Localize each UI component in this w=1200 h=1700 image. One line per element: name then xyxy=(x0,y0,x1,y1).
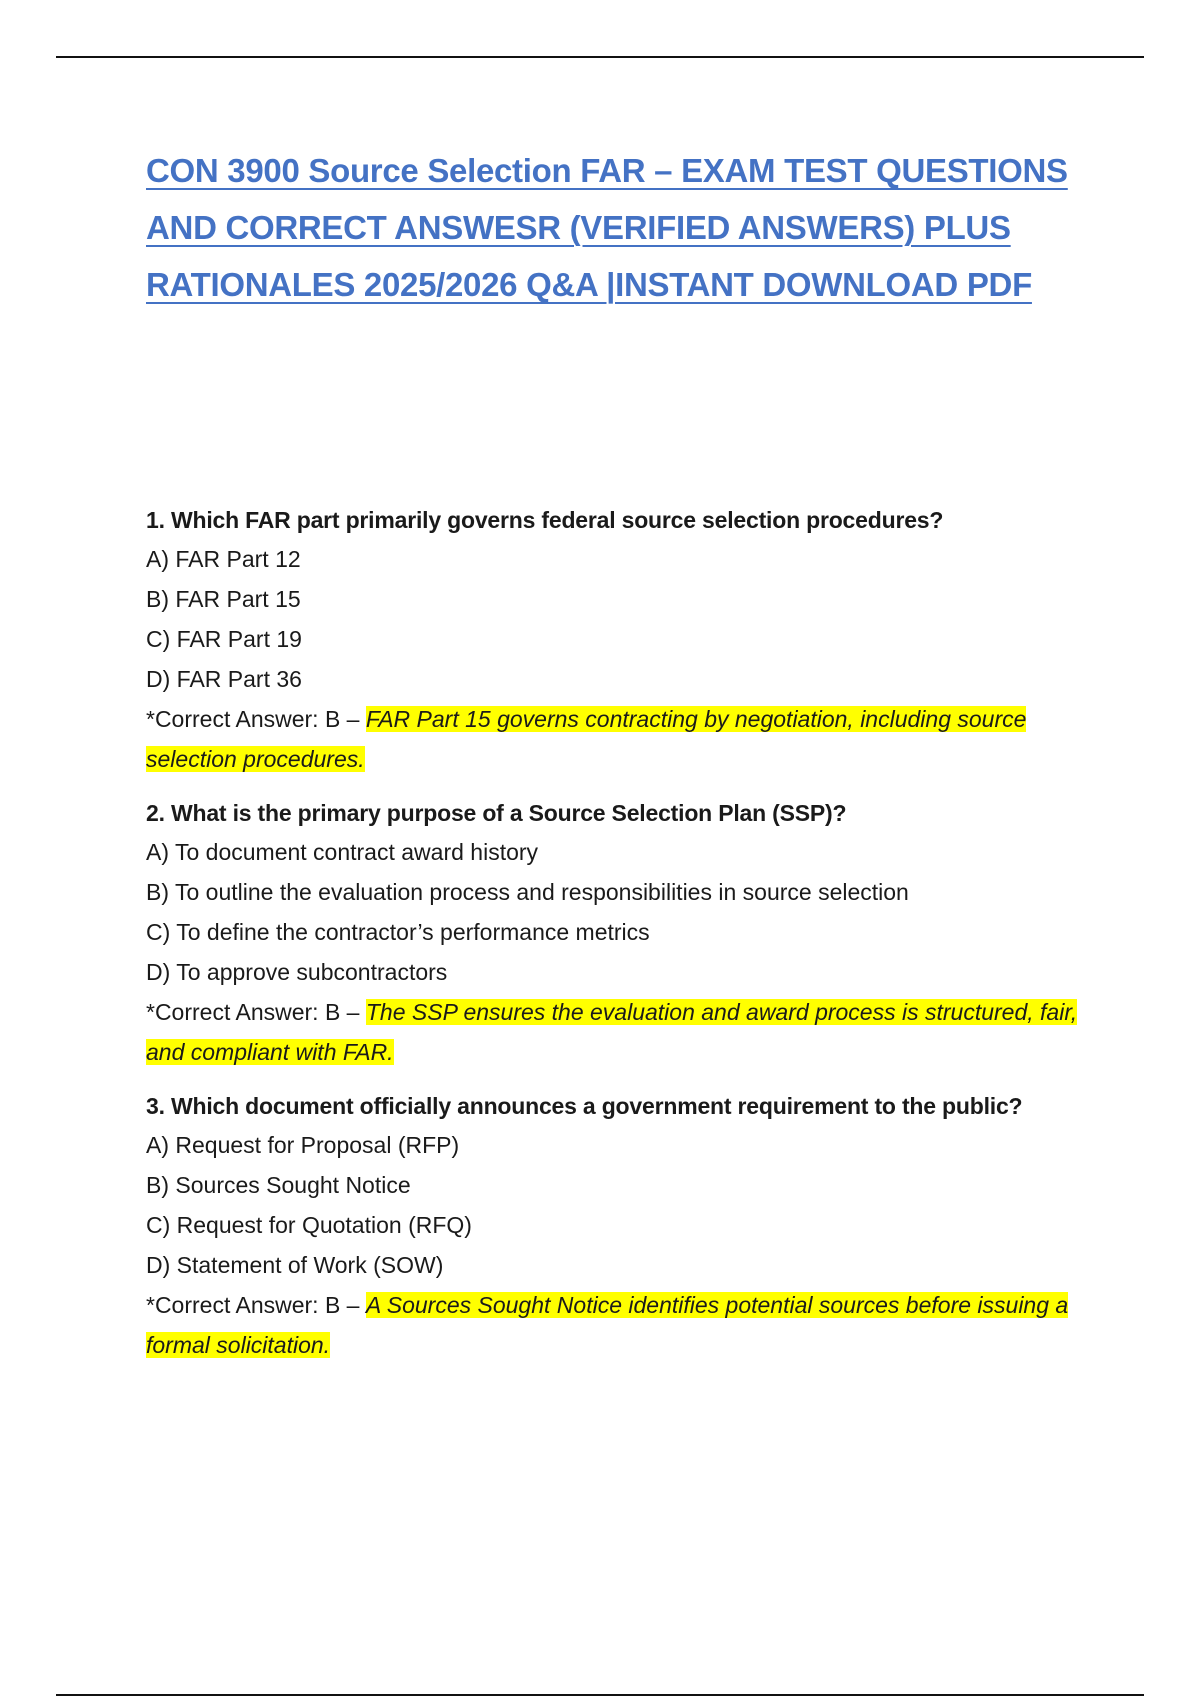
option-c: C) Request for Quotation (RFQ) xyxy=(146,1212,472,1238)
option-b: B) FAR Part 15 xyxy=(146,586,301,612)
option-a: A) To document contract award history xyxy=(146,839,539,865)
question-1 xyxy=(146,502,1086,779)
answer-rationale: The SSP ensures the evaluation and award process is structured, fair, and compliant with FAR. xyxy=(146,999,1078,1065)
answer-label: *Correct Answer: B – xyxy=(146,706,366,732)
option-a: A) FAR Part 12 xyxy=(146,546,301,572)
document-title-link[interactable]: CON 3900 Source Selection FAR – EXAM TEST QUESTIONS AND CORRECT ANSWESR (VERIFIED ANSWERS) PLUS RATIONALES 2025/2026 Q&A |INSTANT DOWNLOAD PDF xyxy=(146,152,1068,303)
answer-rationale: A Sources Sought Notice identifies potential sources before issuing a formal solicitation. xyxy=(146,1292,1069,1358)
correct-answer xyxy=(146,992,1086,1072)
question-text: 1. Which FAR part primarily governs federal source selection procedures? xyxy=(146,507,944,533)
answer-label: *Correct Answer: B – xyxy=(146,999,366,1025)
option-c: C) To define the contractor’s performance metrics xyxy=(146,919,650,945)
question-text: 2. What is the primary purpose of a Source Selection Plan (SSP)? xyxy=(146,800,847,826)
option-d: D) Statement of Work (SOW) xyxy=(146,1252,444,1278)
correct-answer xyxy=(146,1285,1086,1365)
answer-label: *Correct Answer: B – xyxy=(146,1292,366,1318)
footer-rule xyxy=(56,1694,1144,1696)
header-rule xyxy=(56,56,1144,58)
option-b: B) To outline the evaluation process and responsibilities in source selection xyxy=(146,879,909,905)
question-list xyxy=(146,502,1086,1381)
question-3 xyxy=(146,1088,1086,1365)
option-a: A) Request for Proposal (RFP) xyxy=(146,1132,460,1158)
option-c: C) FAR Part 19 xyxy=(146,626,302,652)
question-text: 3. Which document officially announces a government requirement to the public? xyxy=(146,1093,1023,1119)
option-b: B) Sources Sought Notice xyxy=(146,1172,411,1198)
answer-rationale: FAR Part 15 governs contracting by negotiation, including source selection procedures. xyxy=(146,706,1027,772)
option-d: D) FAR Part 36 xyxy=(146,666,302,692)
option-d: D) To approve subcontractors xyxy=(146,959,448,985)
correct-answer xyxy=(146,699,1086,779)
question-2 xyxy=(146,795,1086,1072)
